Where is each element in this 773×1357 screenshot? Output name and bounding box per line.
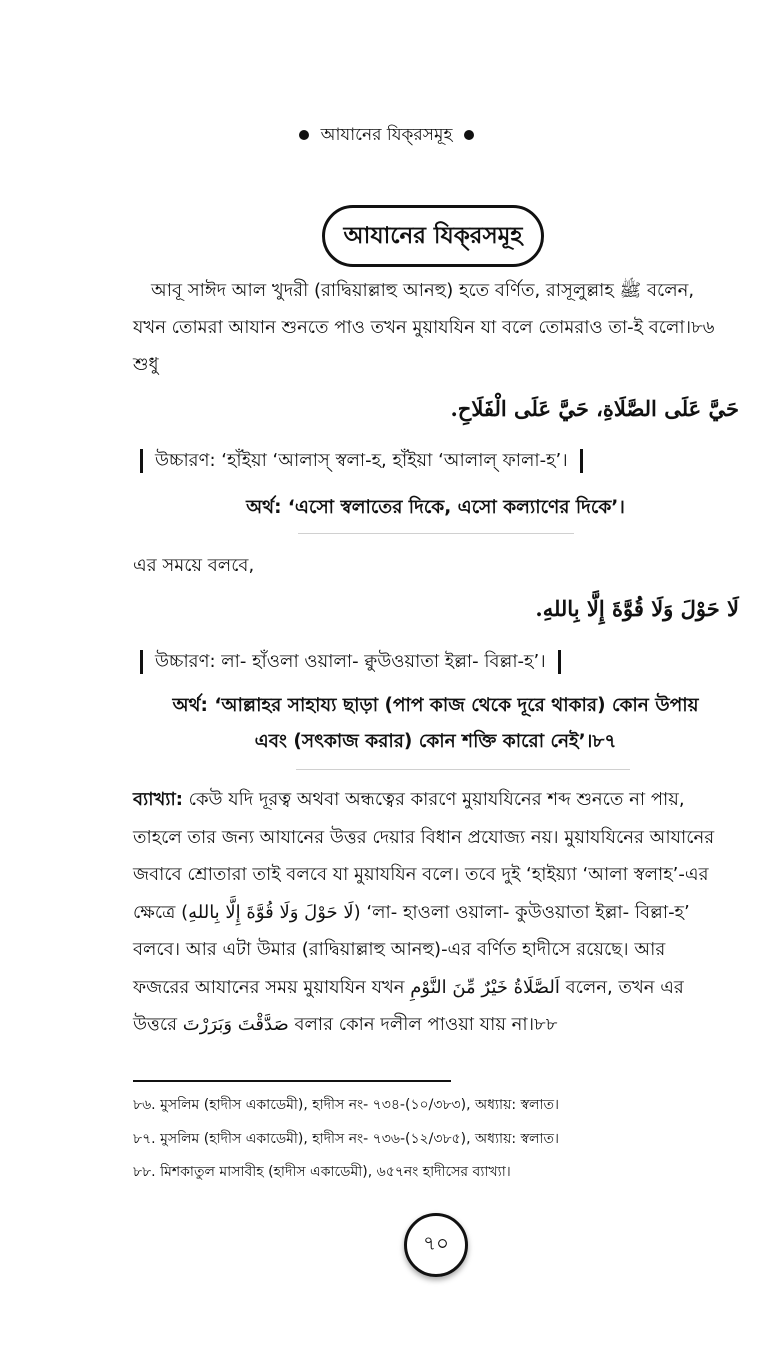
bar-right bbox=[558, 650, 561, 674]
explanation-line-4-arabic: لَا حَوْلَ وَلَا قُوَّةَ إِلَّا بِاللهِ bbox=[188, 901, 354, 923]
bar-right bbox=[580, 449, 583, 473]
meaning-2-line-1: অর্থ: ‘আল্লাহর সাহায্য ছাড়া (পাপ কাজ থেকে দূরে থাকার) কোন উপায় bbox=[172, 695, 699, 716]
explanation-line-7-arabic: صَدَّقْتَ وَبَرَرْتَ bbox=[182, 1014, 289, 1035]
transition-text: এর সময়ে বলবে, bbox=[133, 555, 255, 576]
explanation-line-2: তাহলে তার জন্য আযানের উত্তর দেয়ার বিধান প্রযোজ্য নয়। মুয়াযযিনের আযানের bbox=[133, 826, 715, 848]
bar-left bbox=[140, 650, 143, 674]
explanation-paragraph bbox=[133, 781, 738, 1044]
explanation-line-3: জবাবে শ্রোতারা তাই বলবে যা মুয়াযযিন বলে। তবে দুই ‘হাইয়্যা ‘আলা স্বলাহ’-এর bbox=[133, 864, 709, 885]
explanation-line-5: বলবে। আর এটা উমার (রাদ্বিয়াল্লাহু আনহু)-এর বর্ণিত হাদীসে রয়েছে। আর bbox=[133, 939, 666, 960]
page-number: ৭০ bbox=[404, 1213, 468, 1277]
explanation-line-4-post: ) ‘লা- হাওলা ওয়ালা- কুউওয়াতা ইল্লা- বিল্লা-হ’ bbox=[353, 901, 690, 923]
section-title: আযানের যিক্‌রসমূহ bbox=[322, 205, 544, 267]
bullet-dot-left bbox=[299, 130, 309, 140]
explanation-line-6-pre: ফজরের আযানের সময় মুয়াযযিন যখন bbox=[133, 976, 411, 998]
explanation-line-7-post: বলার কোন দলীল পাওয়া যায় না।৮৮ bbox=[288, 1014, 558, 1035]
running-title: আযানের যিক্‌রসমূহ bbox=[320, 125, 453, 145]
intro-paragraph bbox=[133, 272, 738, 383]
divider-1 bbox=[298, 533, 574, 534]
explanation-line-6-post: বলেন, তখন এর bbox=[559, 976, 684, 998]
explanation-line-1 bbox=[133, 781, 738, 819]
footnote-86: ৮৬. মুসলিম (হাদীস একাডেমী), হাদীস নং- ৭৩৪-(১০/৩৮৩), অধ্যায়: স্বলাত। bbox=[133, 1097, 560, 1113]
explanation-line-7 bbox=[133, 1006, 738, 1044]
explanation-line-7-pre: উত্তরে bbox=[133, 1014, 183, 1035]
pronunciation-2-text: উচ্চারণ: লা- হাঁওলা ওয়ালা- ক্বুউওয়াতা ইল্লা- বিল্লা-হ’। bbox=[155, 651, 546, 672]
explanation-line-4 bbox=[133, 894, 738, 932]
explanation-line-6 bbox=[133, 969, 738, 1007]
footnote-separator bbox=[133, 1080, 451, 1082]
footnote-88: ৮৮. মিশকাতুল মাসাবীহ (হাদীস একাডেমী), ৬৫৭নং হাদীসের ব্যাখ্যা। bbox=[133, 1164, 511, 1180]
pronunciation-2 bbox=[128, 647, 628, 678]
meaning-2-line-2: এবং (সৎকাজ করার) কোন শক্তি কারো নেই’।৮৭ bbox=[254, 731, 617, 752]
divider-2 bbox=[296, 769, 630, 770]
bar-left bbox=[140, 449, 143, 473]
intro-line-1: আবূ সাঈদ আল খুদরী (রাদ্বিয়াল্লাহু আনহু) হতে বর্ণিত, রাসূলুল্লাহ ﷺ বলেন, bbox=[151, 280, 695, 301]
intro-line-2: যখন তোমরা আযান শুনতে পাও তখন মুয়াযযিন যা বলে তোমরাও তা-ই বলো।৮৬ bbox=[133, 317, 715, 338]
meaning-1: অর্থ: ‘এসো স্বলাতের দিকে, এসো কল্যাণের দিকে’। bbox=[246, 497, 625, 518]
explanation-line-4-pre: ক্ষেত্রে ( bbox=[133, 901, 189, 923]
pronunciation-1 bbox=[128, 446, 628, 477]
arabic-dhikr-1: حَيَّ عَلَى الصَّلَاةِ، حَيَّ عَلَى الْفَلَاحِ. bbox=[450, 396, 739, 421]
arabic-dhikr-2: لَا حَوْلَ وَلَا قُوَّةَ إِلَّا بِاللهِ. bbox=[535, 596, 739, 621]
running-header bbox=[0, 122, 773, 150]
explanation-line-6-arabic: اَلصَّلَاةُ خَيْرٌ مِّنَ النَّوْمِ bbox=[410, 976, 560, 998]
explanation-line-1-text: কেউ যদি দূরত্ব অথবা অন্ধত্বের কারণে মুয়াযযিনের শব্দ শুনতে না পায়, bbox=[182, 789, 685, 810]
bullet-dot-right bbox=[464, 130, 474, 140]
footnote-87: ৮৭. মুসলিম (হাদীস একাডেমী), হাদীস নং- ৭৩৬-(১২/৩৮৫), অধ্যায়: স্বলাত। bbox=[133, 1131, 560, 1147]
intro-line-3: শুধু bbox=[133, 354, 159, 375]
explanation-label: ব্যাখ্যা: bbox=[133, 789, 183, 810]
pronunciation-1-text: উচ্চারণ: ‘হাঁইয়া ‘আলাস্ স্বলা-হ, হাঁইয়া ‘আলাল্ ফালা-হ’। bbox=[155, 450, 568, 471]
meaning-2 bbox=[133, 688, 738, 760]
